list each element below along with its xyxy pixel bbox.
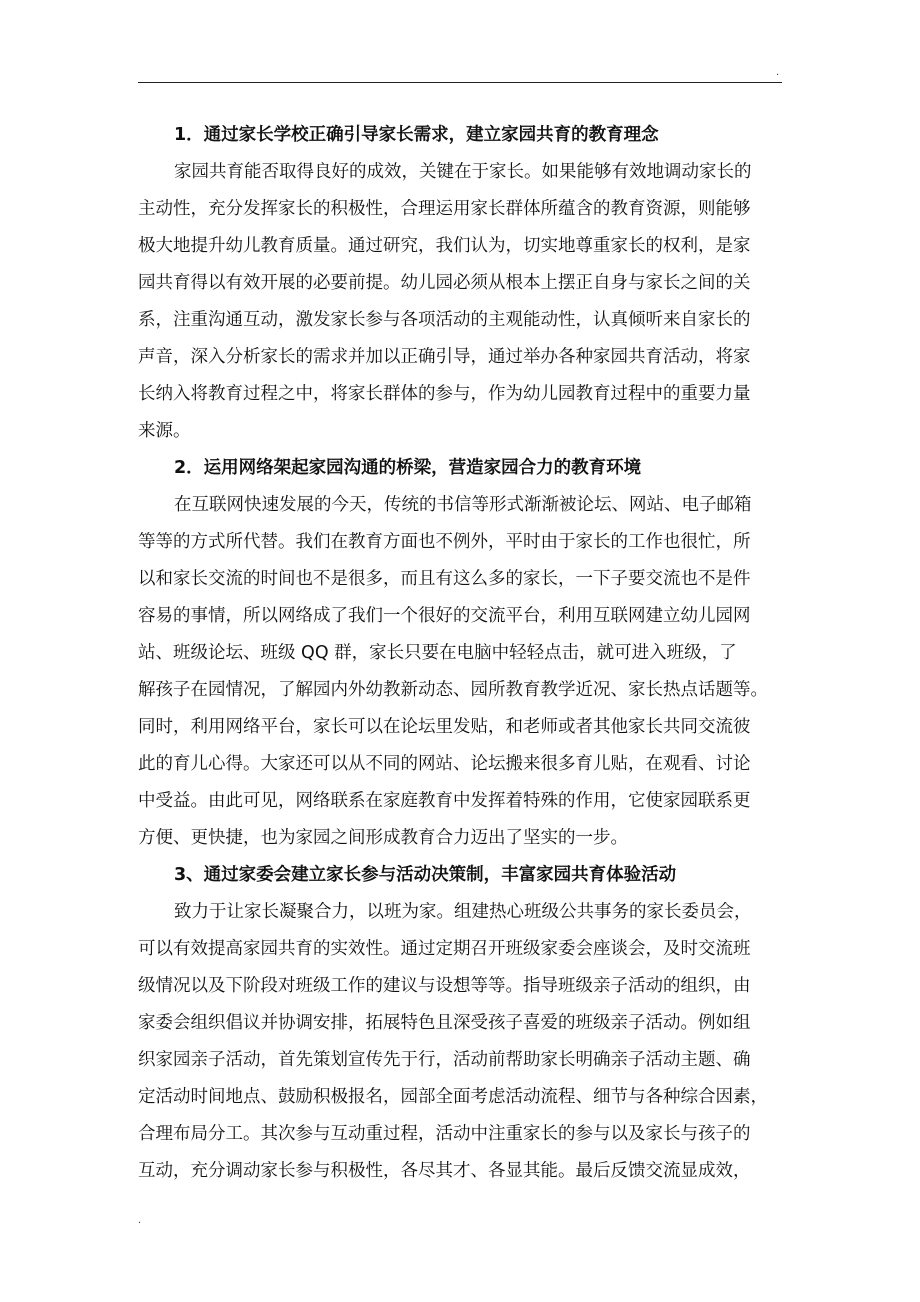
paragraph-line: 来源。 (138, 421, 191, 441)
section-1 (138, 117, 784, 450)
paragraph-line: 站、班级论坛、班级 QQ 群，家长只要在电脑中轻轻点击，就可进入班级，了 (138, 643, 737, 663)
paragraph-line: 同时，利用网络平台，家长可以在论坛里发贴，和老师或者其他家长共同交流彼 (138, 717, 751, 737)
paragraph-line: 解孩子在园情况，了解园内外幼教新动态、园所教育教学近况、家长热点话题等。 (138, 680, 768, 700)
section-paragraph (138, 154, 784, 450)
paragraph-line: 园共育得以有效开展的必要前提。幼儿园必须从根本上摆正自身与家长之间的关 (138, 273, 751, 293)
section-paragraph (138, 487, 784, 857)
paragraph-line: 级情况以及下阶段对班级工作的建议与设想等等。指导班级亲子活动的组织，由 (138, 976, 751, 996)
paragraph-line: 容易的事情，所以网络成了我们一个很好的交流平台，利用互联网建立幼儿园网 (138, 606, 751, 626)
section-heading: 1．通过家长学校正确引导家长需求，建立家园共育的教育理念 (174, 125, 659, 145)
paragraph-line: 主动性，充分发挥家长的积极性，合理运用家长群体所蕴含的教育资源，则能够 (138, 199, 751, 219)
paragraph-line: 家园共育能否取得良好的成效，关键在于家长。如果能够有效地调动家长的 (174, 162, 752, 182)
header-rule (138, 82, 782, 83)
section-2 (138, 450, 784, 857)
paragraph-line: 织家园亲子活动，首先策划宣传先于行，活动前帮助家长明确亲子活动主题、确 (138, 1050, 751, 1070)
paragraph-line: 中受益。由此可见，网络联系在家庭教育中发挥着特殊的作用，它使家园联系更 (138, 791, 751, 811)
footer-mark: . (138, 1215, 142, 1226)
paragraph-line: 长纳入将教育过程之中，将家长群体的参与，作为幼儿园教育过程中的重要力量 (138, 384, 751, 404)
paragraph-line: 家委会组织倡议并协调安排，拓展特色且深受孩子喜爱的班级亲子活动。例如组 (138, 1013, 751, 1033)
paragraph-line: 合理布局分工。其次参与互动重过程，活动中注重家长的参与以及家长与孩子的 (138, 1124, 751, 1144)
paragraph-line: 定活动时间地点、鼓励积极报名，园部全面考虑活动流程、细节与各种综合因素， (138, 1087, 768, 1107)
paragraph-line: 等等的方式所代替。我们在教育方面也不例外，平时由于家长的工作也很忙，所 (138, 532, 751, 552)
section-heading: 2．运用网络架起家园沟通的桥梁，营造家园合力的教育环境 (174, 458, 642, 478)
section-3 (138, 857, 784, 1190)
section-paragraph (138, 894, 784, 1190)
paragraph-line: 此的育儿心得。大家还可以从不同的网站、论坛搬来很多育儿贴，在观看、讨论 (138, 754, 751, 774)
document-body (138, 117, 784, 1190)
paragraph-line: 在互联网快速发展的今天，传统的书信等形式渐渐被论坛、网站、电子邮箱 (174, 495, 752, 515)
paragraph-line: 极大地提升幼儿教育质量。通过研究，我们认为，切实地尊重家长的权利，是家 (138, 236, 751, 256)
paragraph-line: 声音，深入分析家长的需求并加以正确引导，通过举办各种家园共育活动，将家 (138, 347, 751, 367)
section-heading: 3、通过家委会建立家长参与活动决策制，丰富家园共育体验活动 (174, 865, 677, 885)
header-mark: . (776, 67, 780, 78)
paragraph-line: 方便、更快捷，也为家园之间形成教育合力迈出了坚实的一步。 (138, 828, 628, 848)
paragraph-line: 致力于让家长凝聚合力，以班为家。组建热心班级公共事务的家长委员会， (174, 902, 752, 922)
paragraph-line: 系，注重沟通互动，激发家长参与各项活动的主观能动性，认真倾听来自家长的 (138, 310, 751, 330)
paragraph-line: 可以有效提高家园共育的实效性。通过定期召开班级家委会座谈会，及时交流班 (138, 939, 751, 959)
paragraph-line: 互动，充分调动家长参与积极性，各尽其才、各显其能。最后反馈交流显成效， (138, 1161, 751, 1181)
paragraph-line: 以和家长交流的时间也不是很多，而且有这么多的家长，一下子要交流也不是件 (138, 569, 751, 589)
